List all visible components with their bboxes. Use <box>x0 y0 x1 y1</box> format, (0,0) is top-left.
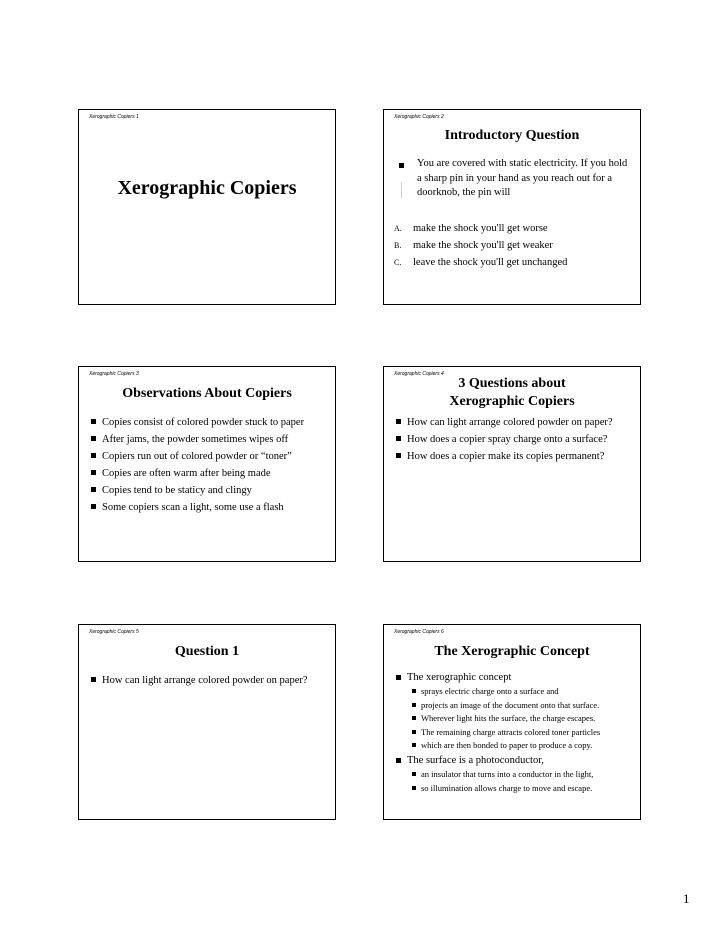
slide-header: Xerographic Copiers 6 <box>394 629 444 635</box>
question-text: You are covered with static electricity. If you hold a sharp pin in your hand as you reach out for a doorknob, the pin will <box>417 158 628 198</box>
list-item <box>91 499 331 516</box>
bullet-square-icon <box>412 786 416 790</box>
bullet-list <box>91 672 331 689</box>
slide-title: The Xerographic Concept <box>434 644 590 659</box>
slide-header: Xerographic Copiers 3 <box>89 371 139 377</box>
list-item-text: How does a copier make its copies permanent? <box>407 451 605 462</box>
slide-header: Xerographic Copiers 1 <box>89 114 139 120</box>
list-item <box>91 672 331 689</box>
sub-list <box>396 768 636 795</box>
answer-option <box>394 237 567 254</box>
list-item <box>91 431 331 448</box>
answer-option <box>394 220 567 237</box>
sub-list-item <box>412 782 636 796</box>
option-text: make the shock you'll get worse <box>413 223 548 234</box>
option-letter: C. <box>394 258 402 267</box>
sub-list-item-text: The remaining charge attracts colored toner particles <box>421 726 601 737</box>
sub-list-item <box>412 699 636 713</box>
slide-title-line-2: Xerographic Copiers <box>449 394 575 409</box>
bullet-square-icon <box>396 758 401 763</box>
bullet-square-icon <box>91 470 96 475</box>
bullet-square-icon <box>412 730 416 734</box>
bullet-list <box>91 414 331 516</box>
slide-2 <box>383 109 641 305</box>
list-item-text: How can light arrange colored powder on paper? <box>407 417 613 428</box>
list-item <box>396 431 636 448</box>
list-item-text: Copiers run out of colored powder or “toner” <box>102 451 292 462</box>
slide-1 <box>78 109 336 305</box>
sub-list-item-text: which are then bonded to paper to produce a copy. <box>421 740 593 751</box>
sub-list-container <box>396 685 636 753</box>
slide-header: Xerographic Copiers 5 <box>89 629 139 635</box>
list-item-text: After jams, the powder sometimes wipes off <box>102 434 289 445</box>
bullet-square-icon <box>412 743 416 747</box>
list-item-text: Copies are often warm after being made <box>102 468 271 479</box>
page-number: 1 <box>683 891 690 906</box>
sub-list-item <box>412 685 636 699</box>
bullet-square-icon <box>412 772 416 776</box>
list-item-text: Copies tend to be staticy and clingy <box>102 485 252 496</box>
answer-options <box>394 220 567 271</box>
slide-header: Xerographic Copiers 4 <box>394 371 444 377</box>
sub-list-item-text: sprays electric charge onto a surface and <box>421 686 559 696</box>
sub-list-item <box>412 712 636 726</box>
list-item-text: Some copiers scan a light, some use a flash <box>102 502 284 513</box>
question <box>394 157 632 201</box>
list-item <box>396 670 636 685</box>
slide-title-line-1: 3 Questions about <box>458 376 566 391</box>
bullet-square-icon <box>91 487 96 492</box>
bullet-square-icon <box>91 436 96 441</box>
bullet-square-icon <box>91 504 96 509</box>
sub-list-item <box>412 739 636 753</box>
option-text: leave the shock you'll get unchanged <box>413 257 568 268</box>
bullet-square-icon <box>91 677 96 682</box>
slide-title: Question 1 <box>174 644 240 659</box>
slide-header: Xerographic Copiers 2 <box>394 114 444 120</box>
list-item <box>91 414 331 431</box>
sub-list-container <box>396 768 636 795</box>
bullet-square-icon <box>412 703 416 707</box>
slide-title: Introductory Question <box>444 128 580 143</box>
slide-3 <box>78 366 336 562</box>
bullet-square-icon <box>396 675 401 680</box>
sub-list-item <box>412 768 636 782</box>
list-item <box>91 448 331 465</box>
bullet-square-icon <box>396 453 401 458</box>
sub-list-item-text: an insulator that turns into a conductor in the light, <box>421 768 594 779</box>
slide-6 <box>383 624 641 820</box>
list-item <box>91 482 331 499</box>
list-item <box>396 414 636 431</box>
option-text: make the shock you'll get weaker <box>413 240 553 251</box>
slide-title: Xerographic Copiers <box>117 177 297 199</box>
slide-5 <box>78 624 336 820</box>
list-item-text: How can light arrange colored powder on paper? <box>102 675 308 686</box>
bullet-square-icon <box>412 716 416 720</box>
list-item-text: The xerographic concept <box>407 672 512 683</box>
answer-option <box>394 254 567 271</box>
sub-list-item-text: Wherever light hits the surface, the charge escapes. <box>421 713 596 724</box>
bullet-square-icon <box>412 689 416 693</box>
bullet-list <box>396 414 636 465</box>
slide-title: Observations About Copiers <box>122 386 292 401</box>
list-item <box>396 753 636 768</box>
option-letter: B. <box>394 241 402 250</box>
sub-list-item-text: projects an image of the document onto that surface. <box>421 699 600 710</box>
sub-list-item <box>412 726 636 740</box>
list-item-text: Copies consist of colored powder stuck to paper <box>102 417 305 428</box>
list-item <box>91 465 331 482</box>
bullet-square-icon <box>91 453 96 458</box>
bullet-square-icon <box>396 419 401 424</box>
bullet-square-icon <box>396 436 401 441</box>
sub-list-item-text: so illumination allows charge to move and escape. <box>421 782 593 793</box>
bullet-square-icon <box>399 163 404 168</box>
option-letter: A. <box>394 224 402 233</box>
bullet-list <box>396 670 636 795</box>
slide-4 <box>383 366 641 562</box>
list-item <box>396 448 636 465</box>
bullet-square-icon <box>91 419 96 424</box>
sub-list <box>396 685 636 753</box>
list-item-text: How does a copier spray charge onto a surface? <box>407 434 608 445</box>
list-item-text: The surface is a photoconductor, <box>407 754 544 766</box>
divider <box>401 182 402 198</box>
